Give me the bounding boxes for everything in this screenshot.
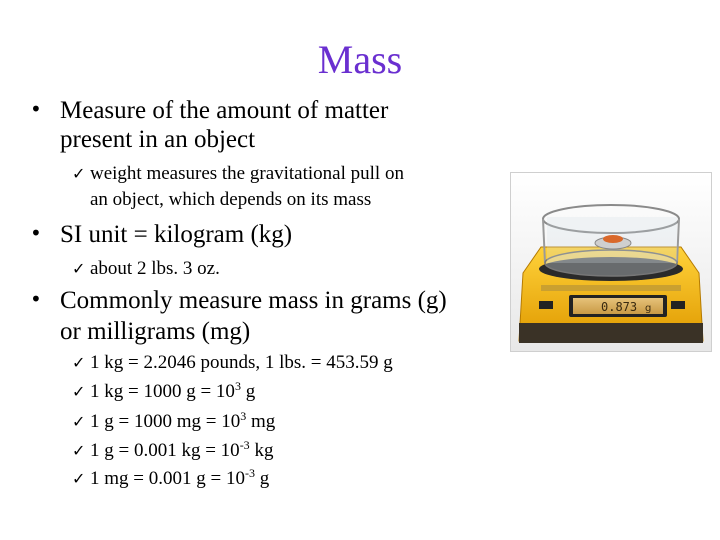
bullet-text-line1: SI unit = kilogram (kg): [60, 221, 293, 248]
exponent: -3: [244, 466, 255, 480]
balance-photo: [510, 172, 712, 352]
bullet-text-line2: or milligrams (mg): [60, 318, 251, 345]
check-icon: ✓: [72, 469, 86, 488]
sub-item-weight-cont: an object, which depends on its mass: [90, 189, 372, 210]
sub-item-unit: mg: [246, 411, 276, 432]
sub-item-text: 1 kg = 2.2046 pounds, 1 lbs. = 453.59 g: [90, 352, 393, 373]
exponent: -3: [239, 438, 250, 452]
bullet-dot-icon: •: [30, 221, 42, 245]
sub-item-about: [72, 257, 220, 281]
balance-readout: 0.873: [601, 300, 638, 314]
sub-item-conversion: [72, 380, 255, 404]
sub-item-conversion: [72, 351, 393, 375]
sub-item-unit: g: [254, 468, 270, 489]
sub-item-conversion: [72, 467, 269, 491]
sub-item-unit: kg: [249, 440, 274, 461]
sub-item-conversion: [72, 439, 273, 463]
bullet-dot-icon: •: [30, 287, 42, 311]
check-icon: ✓: [72, 382, 86, 401]
check-icon: ✓: [72, 164, 86, 183]
bullet-dot-icon: •: [30, 97, 42, 121]
sub-item-text: about 2 lbs. 3 oz.: [90, 258, 220, 279]
sub-item-text: 1 mg = 0.001 g = 10: [90, 468, 245, 489]
slide-title: Mass: [317, 37, 403, 82]
bullet-text-line2: present in an object: [60, 126, 256, 153]
sub-item-text: weight measures the gravitational pull on: [90, 163, 404, 184]
check-icon: ✓: [72, 353, 86, 372]
check-icon: ✓: [72, 259, 86, 278]
sub-item-text: 1 kg = 1000 g = 10: [90, 381, 235, 402]
sub-item-conversion: [72, 410, 275, 434]
exponent: 3: [234, 379, 241, 393]
balance-readout-unit: g: [645, 303, 652, 314]
check-icon: ✓: [72, 412, 86, 431]
sub-item-text: 1 g = 1000 mg = 10: [90, 411, 241, 432]
sub-item-weight: [72, 162, 404, 186]
bullet-text-line1: Measure of the amount of matter: [60, 97, 389, 124]
sub-item-unit: g: [240, 381, 256, 402]
bullet-text-line1: Commonly measure mass in grams (g): [60, 287, 447, 314]
check-icon: ✓: [72, 441, 86, 460]
digital-balance-image: [511, 173, 711, 351]
sub-item-text: 1 g = 0.001 kg = 10: [90, 440, 240, 461]
exponent: 3: [240, 409, 247, 423]
